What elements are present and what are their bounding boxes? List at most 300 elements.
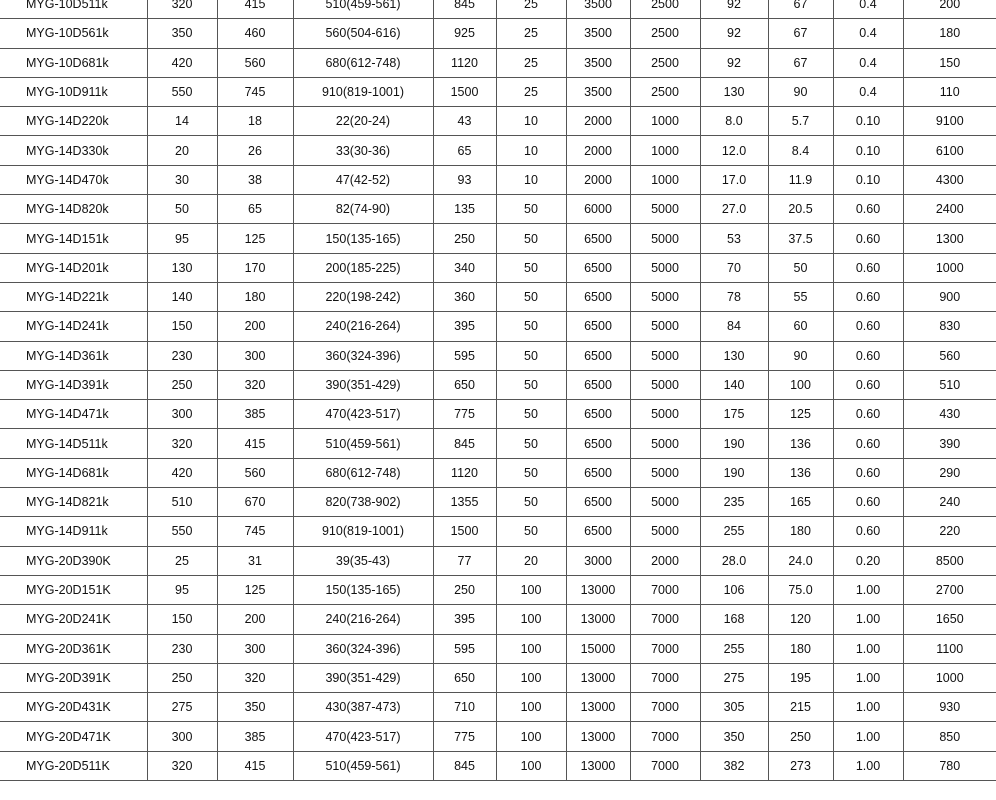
- cell-col-12: 2700: [903, 575, 996, 604]
- cell-col-10: 90: [768, 77, 833, 106]
- cell-col-7: 6500: [566, 312, 630, 341]
- cell-col-3: 200: [217, 605, 293, 634]
- cell-part-number: MYG-20D151K: [0, 575, 147, 604]
- table-row: [0, 341, 996, 370]
- cell-col-7: 6500: [566, 282, 630, 311]
- cell-part-number: MYG-20D391K: [0, 663, 147, 692]
- table-row: [0, 77, 996, 106]
- cell-varistor-voltage: 390(351-429): [293, 370, 433, 399]
- cell-col-12: 1000: [903, 253, 996, 282]
- cell-part-number: MYG-14D911k: [0, 517, 147, 546]
- cell-col-3: 385: [217, 722, 293, 751]
- cell-col-10: 67: [768, 0, 833, 19]
- cell-col-7: 3500: [566, 19, 630, 48]
- table-row: [0, 282, 996, 311]
- cell-part-number: MYG-14D511k: [0, 429, 147, 458]
- cell-col-6: 10: [496, 107, 566, 136]
- table-row: [0, 517, 996, 546]
- cell-col-12: 200: [903, 0, 996, 19]
- cell-col-11: 0.60: [833, 429, 903, 458]
- cell-col-7: 6500: [566, 370, 630, 399]
- cell-col-5: 845: [433, 429, 496, 458]
- cell-col-7: 6500: [566, 458, 630, 487]
- cell-col-5: 250: [433, 575, 496, 604]
- cell-col-11: 0.60: [833, 488, 903, 517]
- cell-col-6: 100: [496, 575, 566, 604]
- cell-col-3: 415: [217, 0, 293, 19]
- cell-col-2: 300: [147, 722, 217, 751]
- cell-col-12: 2400: [903, 195, 996, 224]
- cell-col-12: 1650: [903, 605, 996, 634]
- cell-col-8: 7000: [630, 722, 700, 751]
- cell-col-6: 100: [496, 722, 566, 751]
- cell-col-9: 92: [700, 48, 768, 77]
- cell-col-6: 50: [496, 458, 566, 487]
- cell-col-8: 1000: [630, 165, 700, 194]
- cell-col-11: 1.00: [833, 751, 903, 780]
- cell-col-12: 510: [903, 370, 996, 399]
- cell-part-number: MYG-10D511k: [0, 0, 147, 19]
- cell-col-7: 15000: [566, 634, 630, 663]
- cell-col-3: 670: [217, 488, 293, 517]
- cell-col-3: 125: [217, 575, 293, 604]
- cell-col-5: 77: [433, 546, 496, 575]
- cell-varistor-voltage: 82(74-90): [293, 195, 433, 224]
- cell-col-3: 745: [217, 517, 293, 546]
- cell-col-12: 830: [903, 312, 996, 341]
- cell-col-3: 38: [217, 165, 293, 194]
- cell-col-3: 460: [217, 19, 293, 48]
- cell-col-10: 273: [768, 751, 833, 780]
- cell-part-number: MYG-10D911k: [0, 77, 147, 106]
- cell-part-number: MYG-14D201k: [0, 253, 147, 282]
- table-row: [0, 546, 996, 575]
- cell-col-6: 50: [496, 341, 566, 370]
- cell-col-2: 250: [147, 663, 217, 692]
- cell-col-3: 350: [217, 693, 293, 722]
- cell-col-5: 340: [433, 253, 496, 282]
- cell-col-9: 27.0: [700, 195, 768, 224]
- cell-col-3: 320: [217, 370, 293, 399]
- cell-col-9: 92: [700, 19, 768, 48]
- cell-col-3: 385: [217, 400, 293, 429]
- cell-col-7: 3000: [566, 546, 630, 575]
- cell-col-9: 130: [700, 341, 768, 370]
- cell-col-5: 395: [433, 605, 496, 634]
- cell-col-5: 135: [433, 195, 496, 224]
- cell-col-3: 415: [217, 751, 293, 780]
- table-row: [0, 693, 996, 722]
- cell-col-12: 180: [903, 19, 996, 48]
- cell-col-2: 320: [147, 429, 217, 458]
- cell-col-2: 95: [147, 224, 217, 253]
- cell-col-10: 37.5: [768, 224, 833, 253]
- table-row: [0, 165, 996, 194]
- cell-part-number: MYG-20D511K: [0, 751, 147, 780]
- cell-col-5: 845: [433, 0, 496, 19]
- cell-varistor-voltage: 360(324-396): [293, 634, 433, 663]
- cell-col-11: 0.4: [833, 0, 903, 19]
- cell-col-5: 43: [433, 107, 496, 136]
- cell-col-5: 250: [433, 224, 496, 253]
- cell-col-11: 0.60: [833, 224, 903, 253]
- cell-col-5: 1355: [433, 488, 496, 517]
- cell-col-10: 60: [768, 312, 833, 341]
- cell-col-12: 110: [903, 77, 996, 106]
- cell-col-8: 5000: [630, 400, 700, 429]
- cell-col-11: 1.00: [833, 634, 903, 663]
- cell-col-10: 180: [768, 517, 833, 546]
- cell-col-2: 150: [147, 605, 217, 634]
- cell-col-7: 6500: [566, 253, 630, 282]
- cell-col-7: 3500: [566, 77, 630, 106]
- cell-col-7: 6500: [566, 341, 630, 370]
- cell-col-10: 120: [768, 605, 833, 634]
- table-row: [0, 575, 996, 604]
- cell-col-10: 11.9: [768, 165, 833, 194]
- cell-col-3: 180: [217, 282, 293, 311]
- cell-col-6: 50: [496, 488, 566, 517]
- cell-col-6: 50: [496, 429, 566, 458]
- cell-col-8: 5000: [630, 195, 700, 224]
- table-row: [0, 663, 996, 692]
- cell-col-7: 3500: [566, 48, 630, 77]
- table-row: [0, 253, 996, 282]
- cell-col-9: 84: [700, 312, 768, 341]
- cell-col-8: 7000: [630, 751, 700, 780]
- cell-col-5: 1500: [433, 77, 496, 106]
- cell-col-10: 24.0: [768, 546, 833, 575]
- cell-col-9: 168: [700, 605, 768, 634]
- cell-col-9: 130: [700, 77, 768, 106]
- cell-varistor-voltage: 47(42-52): [293, 165, 433, 194]
- cell-col-11: 1.00: [833, 605, 903, 634]
- cell-varistor-voltage: 510(459-561): [293, 0, 433, 19]
- cell-col-8: 5000: [630, 429, 700, 458]
- cell-col-12: 850: [903, 722, 996, 751]
- cell-col-5: 1120: [433, 458, 496, 487]
- cell-col-6: 50: [496, 195, 566, 224]
- cell-col-8: 7000: [630, 693, 700, 722]
- cell-col-9: 190: [700, 429, 768, 458]
- cell-col-3: 65: [217, 195, 293, 224]
- cell-col-3: 18: [217, 107, 293, 136]
- cell-col-10: 250: [768, 722, 833, 751]
- cell-col-9: 175: [700, 400, 768, 429]
- cell-col-6: 50: [496, 312, 566, 341]
- cell-col-3: 300: [217, 341, 293, 370]
- cell-varistor-voltage: 680(612-748): [293, 48, 433, 77]
- cell-varistor-voltage: 510(459-561): [293, 429, 433, 458]
- cell-col-2: 50: [147, 195, 217, 224]
- cell-col-9: 275: [700, 663, 768, 692]
- cell-col-12: 150: [903, 48, 996, 77]
- cell-col-11: 0.60: [833, 253, 903, 282]
- cell-col-5: 710: [433, 693, 496, 722]
- cell-col-8: 5000: [630, 458, 700, 487]
- cell-col-2: 250: [147, 370, 217, 399]
- cell-col-2: 420: [147, 48, 217, 77]
- cell-col-6: 50: [496, 224, 566, 253]
- cell-col-9: 17.0: [700, 165, 768, 194]
- cell-col-6: 50: [496, 517, 566, 546]
- table-row: [0, 48, 996, 77]
- cell-col-10: 67: [768, 48, 833, 77]
- cell-col-5: 395: [433, 312, 496, 341]
- cell-col-6: 100: [496, 634, 566, 663]
- cell-varistor-voltage: 430(387-473): [293, 693, 433, 722]
- cell-col-6: 20: [496, 546, 566, 575]
- cell-col-10: 8.4: [768, 136, 833, 165]
- cell-part-number: MYG-14D470k: [0, 165, 147, 194]
- cell-col-6: 10: [496, 136, 566, 165]
- table-row: [0, 224, 996, 253]
- cell-col-11: 0.4: [833, 19, 903, 48]
- cell-col-2: 320: [147, 751, 217, 780]
- cell-col-3: 560: [217, 458, 293, 487]
- cell-col-11: 0.10: [833, 165, 903, 194]
- cell-col-2: 230: [147, 634, 217, 663]
- cell-col-2: 20: [147, 136, 217, 165]
- cell-col-9: 106: [700, 575, 768, 604]
- cell-col-6: 100: [496, 605, 566, 634]
- cell-part-number: MYG-20D390K: [0, 546, 147, 575]
- cell-col-5: 93: [433, 165, 496, 194]
- cell-col-12: 9100: [903, 107, 996, 136]
- cell-col-5: 925: [433, 19, 496, 48]
- cell-col-8: 2000: [630, 546, 700, 575]
- cell-varistor-voltage: 390(351-429): [293, 663, 433, 692]
- cell-col-9: 78: [700, 282, 768, 311]
- cell-col-8: 5000: [630, 341, 700, 370]
- cell-col-12: 8500: [903, 546, 996, 575]
- cell-col-10: 195: [768, 663, 833, 692]
- cell-col-10: 165: [768, 488, 833, 517]
- cell-col-8: 1000: [630, 107, 700, 136]
- cell-col-2: 140: [147, 282, 217, 311]
- cell-col-11: 0.60: [833, 458, 903, 487]
- table-row: [0, 19, 996, 48]
- table-row: [0, 0, 996, 19]
- cell-col-8: 7000: [630, 663, 700, 692]
- cell-col-8: 2500: [630, 48, 700, 77]
- cell-col-12: 220: [903, 517, 996, 546]
- cell-col-7: 6000: [566, 195, 630, 224]
- table-row: [0, 429, 996, 458]
- cell-col-6: 10: [496, 165, 566, 194]
- cell-col-9: 255: [700, 517, 768, 546]
- cell-col-12: 1100: [903, 634, 996, 663]
- cell-col-10: 67: [768, 19, 833, 48]
- cell-col-5: 775: [433, 722, 496, 751]
- cell-col-7: 3500: [566, 0, 630, 19]
- cell-part-number: MYG-14D221k: [0, 282, 147, 311]
- cell-col-11: 0.10: [833, 107, 903, 136]
- cell-col-2: 275: [147, 693, 217, 722]
- cell-col-3: 31: [217, 546, 293, 575]
- cell-col-6: 100: [496, 663, 566, 692]
- cell-varistor-voltage: 910(819-1001): [293, 77, 433, 106]
- cell-col-8: 7000: [630, 605, 700, 634]
- cell-col-7: 2000: [566, 136, 630, 165]
- cell-col-2: 550: [147, 517, 217, 546]
- cell-col-8: 5000: [630, 488, 700, 517]
- cell-part-number: MYG-20D241K: [0, 605, 147, 634]
- table-row: [0, 488, 996, 517]
- cell-col-7: 6500: [566, 488, 630, 517]
- cell-col-11: 0.60: [833, 282, 903, 311]
- cell-varistor-voltage: 39(35-43): [293, 546, 433, 575]
- cell-part-number: MYG-14D151k: [0, 224, 147, 253]
- cell-col-8: 5000: [630, 282, 700, 311]
- cell-col-6: 50: [496, 282, 566, 311]
- cell-col-12: 560: [903, 341, 996, 370]
- cell-col-12: 6100: [903, 136, 996, 165]
- cell-part-number: MYG-14D241k: [0, 312, 147, 341]
- cell-col-7: 13000: [566, 693, 630, 722]
- cell-col-9: 53: [700, 224, 768, 253]
- table-row: [0, 605, 996, 634]
- cell-part-number: MYG-20D431K: [0, 693, 147, 722]
- cell-col-11: 0.4: [833, 77, 903, 106]
- cell-col-6: 25: [496, 77, 566, 106]
- cell-col-8: 5000: [630, 517, 700, 546]
- cell-col-9: 350: [700, 722, 768, 751]
- cell-col-10: 100: [768, 370, 833, 399]
- cell-part-number: MYG-14D821k: [0, 488, 147, 517]
- cell-part-number: MYG-14D391k: [0, 370, 147, 399]
- cell-col-11: 0.10: [833, 136, 903, 165]
- table-row: [0, 195, 996, 224]
- cell-col-12: 4300: [903, 165, 996, 194]
- cell-col-11: 0.60: [833, 370, 903, 399]
- table-row: [0, 751, 996, 780]
- cell-varistor-voltage: 240(216-264): [293, 312, 433, 341]
- cell-col-2: 420: [147, 458, 217, 487]
- cell-col-2: 14: [147, 107, 217, 136]
- cell-varistor-voltage: 680(612-748): [293, 458, 433, 487]
- cell-col-6: 25: [496, 48, 566, 77]
- cell-col-6: 50: [496, 253, 566, 282]
- cell-col-5: 775: [433, 400, 496, 429]
- cell-col-10: 20.5: [768, 195, 833, 224]
- cell-col-5: 650: [433, 370, 496, 399]
- cell-part-number: MYG-10D681k: [0, 48, 147, 77]
- cell-col-12: 240: [903, 488, 996, 517]
- cell-col-11: 0.60: [833, 400, 903, 429]
- cell-col-8: 7000: [630, 634, 700, 663]
- cell-part-number: MYG-20D361K: [0, 634, 147, 663]
- cell-col-2: 150: [147, 312, 217, 341]
- cell-col-9: 92: [700, 0, 768, 19]
- cell-col-2: 510: [147, 488, 217, 517]
- table-row: [0, 136, 996, 165]
- cell-col-7: 13000: [566, 663, 630, 692]
- cell-varistor-voltage: 200(185-225): [293, 253, 433, 282]
- cell-varistor-voltage: 910(819-1001): [293, 517, 433, 546]
- cell-col-10: 125: [768, 400, 833, 429]
- cell-col-9: 382: [700, 751, 768, 780]
- cell-col-5: 360: [433, 282, 496, 311]
- cell-col-9: 235: [700, 488, 768, 517]
- cell-col-11: 1.00: [833, 663, 903, 692]
- cell-col-7: 2000: [566, 107, 630, 136]
- cell-col-3: 200: [217, 312, 293, 341]
- cell-col-7: 13000: [566, 751, 630, 780]
- cell-varistor-voltage: 150(135-165): [293, 224, 433, 253]
- cell-col-6: 100: [496, 693, 566, 722]
- cell-col-6: 25: [496, 19, 566, 48]
- cell-varistor-voltage: 470(423-517): [293, 722, 433, 751]
- cell-col-9: 140: [700, 370, 768, 399]
- cell-col-7: 13000: [566, 575, 630, 604]
- cell-varistor-voltage: 22(20-24): [293, 107, 433, 136]
- cell-part-number: MYG-10D561k: [0, 19, 147, 48]
- cell-col-9: 8.0: [700, 107, 768, 136]
- cell-col-6: 50: [496, 370, 566, 399]
- cell-col-6: 100: [496, 751, 566, 780]
- cell-col-10: 215: [768, 693, 833, 722]
- cell-col-11: 1.00: [833, 722, 903, 751]
- cell-col-5: 650: [433, 663, 496, 692]
- cell-col-8: 2500: [630, 0, 700, 19]
- cell-col-11: 1.00: [833, 693, 903, 722]
- cell-col-8: 1000: [630, 136, 700, 165]
- cell-col-11: 0.60: [833, 341, 903, 370]
- cell-col-11: 0.20: [833, 546, 903, 575]
- cell-col-3: 300: [217, 634, 293, 663]
- cell-col-7: 6500: [566, 224, 630, 253]
- table-row: [0, 107, 996, 136]
- cell-col-7: 2000: [566, 165, 630, 194]
- cell-varistor-voltage: 510(459-561): [293, 751, 433, 780]
- cell-part-number: MYG-14D361k: [0, 341, 147, 370]
- cell-col-9: 12.0: [700, 136, 768, 165]
- cell-col-11: 0.60: [833, 312, 903, 341]
- cell-col-7: 13000: [566, 722, 630, 751]
- cell-col-2: 25: [147, 546, 217, 575]
- cell-part-number: MYG-14D330k: [0, 136, 147, 165]
- cell-col-8: 2500: [630, 77, 700, 106]
- cell-col-2: 130: [147, 253, 217, 282]
- cell-col-9: 70: [700, 253, 768, 282]
- cell-col-11: 0.60: [833, 195, 903, 224]
- cell-col-7: 13000: [566, 605, 630, 634]
- cell-col-7: 6500: [566, 517, 630, 546]
- cell-col-2: 95: [147, 575, 217, 604]
- cell-part-number: MYG-14D471k: [0, 400, 147, 429]
- cell-col-11: 0.4: [833, 48, 903, 77]
- cell-col-2: 30: [147, 165, 217, 194]
- cell-varistor-voltage: 150(135-165): [293, 575, 433, 604]
- cell-col-5: 65: [433, 136, 496, 165]
- cell-col-8: 5000: [630, 370, 700, 399]
- cell-col-3: 26: [217, 136, 293, 165]
- cell-part-number: MYG-14D820k: [0, 195, 147, 224]
- cell-part-number: MYG-20D471K: [0, 722, 147, 751]
- cell-col-9: 28.0: [700, 546, 768, 575]
- cell-col-11: 0.60: [833, 517, 903, 546]
- table-row: [0, 400, 996, 429]
- cell-col-3: 745: [217, 77, 293, 106]
- cell-col-10: 5.7: [768, 107, 833, 136]
- cell-col-3: 125: [217, 224, 293, 253]
- cell-col-10: 136: [768, 458, 833, 487]
- cell-col-7: 6500: [566, 400, 630, 429]
- cell-col-5: 1500: [433, 517, 496, 546]
- cell-col-10: 75.0: [768, 575, 833, 604]
- cell-varistor-voltage: 470(423-517): [293, 400, 433, 429]
